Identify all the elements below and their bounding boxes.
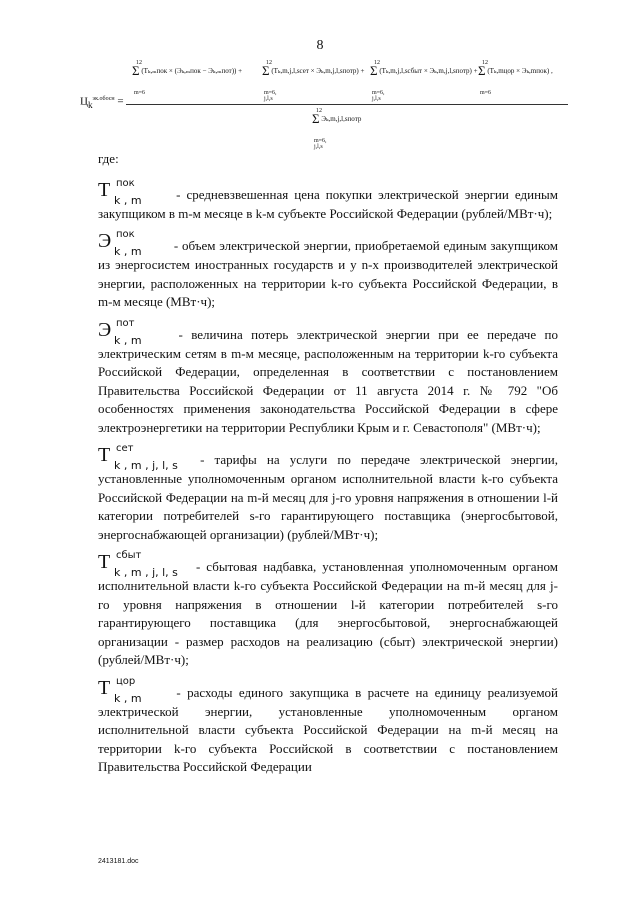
symbol-sub: k , m [114,245,142,258]
symbol [98,319,170,345]
symbol-letter: Т [98,444,111,466]
symbol-sup: сет [116,443,134,454]
document-body [98,150,558,784]
fraction-line [126,104,568,105]
formula-lhs: $Ц_k^{эк.обосн}$ = [80,95,124,110]
denominator-term: Эₖ,m,j,l,sпотр [321,115,362,123]
definition-buyer-costs [98,677,558,777]
definition-network-tariffs [98,444,558,544]
sum-lower: m=6, j,l,s [264,90,277,102]
definition-sales-markup [98,551,558,670]
symbol-letter: Э [98,318,112,341]
symbol [98,230,170,256]
page-number: 8 [316,38,324,53]
definition-purchase-price [98,179,558,224]
term-network: (Тₖ,m,j,l,sсет × Эₖ,m,j,l,sпотр) + [271,67,365,75]
symbol-sup: сбыт [116,550,142,561]
sum-upper: 12 [482,60,488,66]
formula-lhs-sup: эк.обосн [92,96,115,102]
numerator-term-2: 12 Σ m=6, j,l,s (Тₖ,m,j,l,sсет × Эₖ,m,j,l,sпотр) + [262,60,365,102]
sum-upper: 12 [136,60,142,66]
numerator-term-1: 12 Σ m=6 (Тₖ,ₘпок × (Эₖ,ₘпок − Эₖ,ₘпот)) + [132,60,243,96]
definition-text: - объем электрической энергии, приобретаемой единым закупщиком из энергосистем иностранных государств и у n-х производителей электрической энергии, расположенных на территории k-го субъекта Российской Федерации, в m-м месяце (МВт·ч); [98,238,559,309]
symbol-letter: Т [98,676,111,699]
definition-text: - средневзвешенная цена покупки электрической энергии единым закупщиком в m-м месяце в k-м субъекте Российской Федерации (рублей/МВт·ч); [98,186,558,221]
definition-text: - величина потерь электрической энергии при ее передаче по электрическим сетям в m-м месяце, расположенным на территории k-го субъекта Российской Федерации, определенная в соответствии с постановлением Правительства Российской Федерации от 11 августа 2014 г. № 792 "Об особенностях применения законодательства Российской Федерации в сфере электроэнергетики на территории Республики Крым и г. Севастополя" (МВт·ч); [98,326,559,435]
symbol-letter: Э [98,230,112,252]
sum-lower: m=6 [134,90,146,96]
definition-text: - расходы единого закупщика в расчете на единицу реализуемой электрической энергии, установленные уполномоченным органом исполнительной власти субъекта Российской Федерации на m-й месяц на территории k-го субъекта Российской в соответствии с постановлением Правительства Российской Федерации [98,684,558,774]
where-label: где: [98,151,119,166]
symbol-sub: k , m [114,333,142,347]
formula-comma: , [550,67,553,75]
sum-lower: m=6, j,l,s [314,138,327,150]
symbol [98,677,170,703]
numerator-term-3: 12 Σ m=6, j,l,s (Тₖ,m,j,l,sсбыт × Эₖ,m,j,l,sпотр) + [370,60,478,102]
numerator-term-4: 12 Σ m=6 (Тₖ,mцор × Эₖ,mпок) , [478,60,553,96]
symbol-sub: k , m [114,691,142,705]
definition-purchase-volume [98,230,558,312]
price-formula [80,58,570,150]
document-footer: 2413181.doc [98,858,139,865]
symbol [98,179,170,205]
symbol-sup: цор [116,675,136,687]
term-purchase: (Тₖ,ₘпок × (Эₖ,ₘпок − Эₖ,ₘпот)) + [141,67,243,75]
sum-upper: 12 [374,60,380,66]
sum-upper: 12 [316,108,322,114]
symbol-sup: пок [116,177,135,189]
definition-losses [98,319,558,438]
symbol-letter: Т [98,178,111,201]
symbol-sup: пот [116,317,135,329]
symbol-letter: Т [98,551,111,573]
term-sales: (Тₖ,m,j,l,sсбыт × Эₖ,m,j,l,sпотр) + [379,67,478,75]
symbol-sub: k , m [114,193,142,207]
term-cor: (Тₖ,mцор × Эₖ,mпок) [487,67,550,75]
symbol [98,551,190,577]
symbol [98,444,190,470]
definition-text: - сбытовая надбавка, установленная уполномоченным органом исполнительной власти k-го субъекта Российской Федерации на m-й месяц для j-го уровня напряжения в отношении l-й категории потребителей s-го гарантирующего поставщика (для энергосбытовой, энергоснабжающей организации - размер расходов на реализацию (сбыт) электрической энергии) (рублей/МВт·ч); [98,559,559,667]
symbol-sub: k , m , j, l, s [114,566,178,579]
symbol-sup: пок [116,229,135,240]
sum-lower: m=6 [480,90,492,96]
symbol-sub: k , m , j, l, s [114,459,178,472]
denominator: 12 Σ m=6, j,l,s Эₖ,m,j,l,sпотр [312,108,362,150]
formula-lhs-sub: k [87,99,93,110]
formula-lhs-base: Ц [80,95,88,108]
sum-lower: m=6, j,l,s [372,90,385,102]
definition-text: - тарифы на услуги по передаче электрической энергии, установленные уполномоченным органом исполнительной власти k-го субъекта Российской Федерации на m-й месяц для j-го уровня напряжения в отношении l-й категории потребителей s-го гарантирующего поставщика (энергосбытовой, энергоснабжающей организации) (рублей/МВт·ч); [98,452,558,542]
sum-upper: 12 [266,60,272,66]
